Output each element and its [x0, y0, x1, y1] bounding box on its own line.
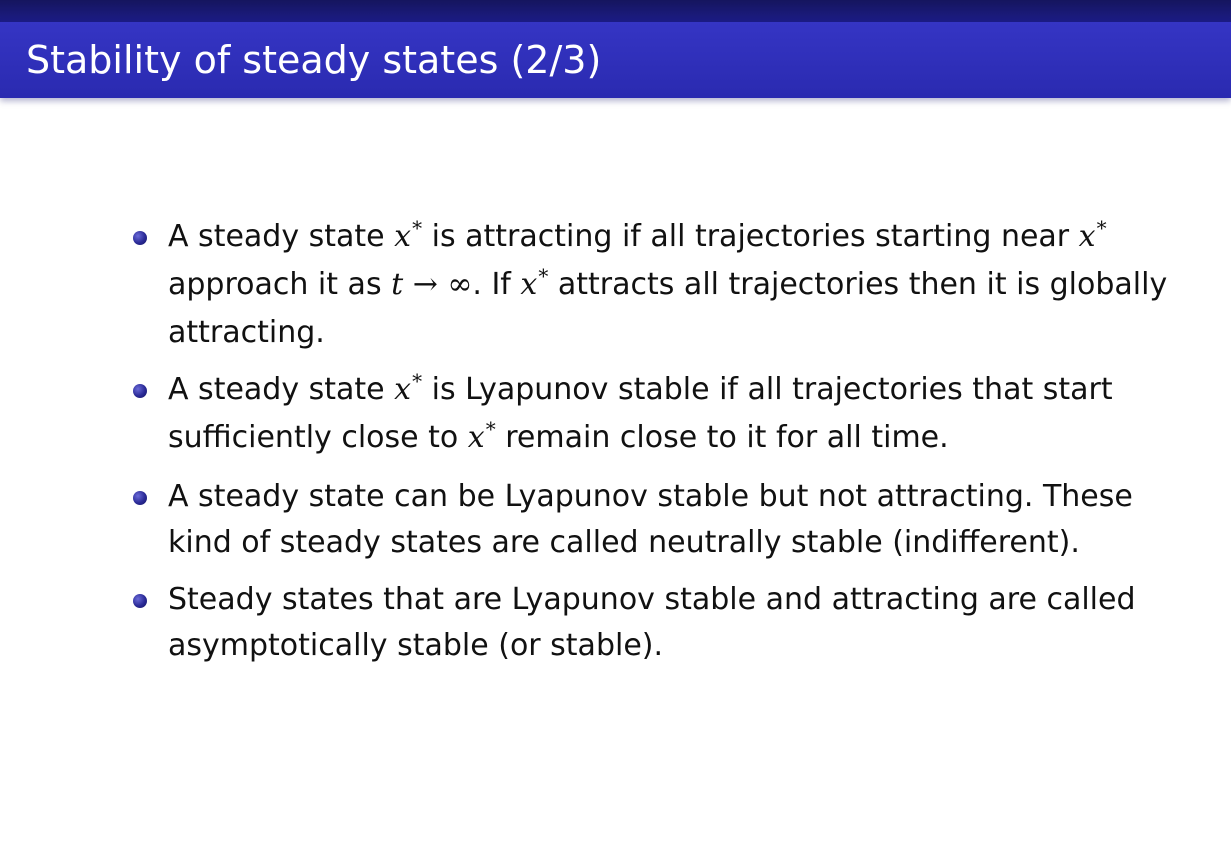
math-symbol: *	[1096, 216, 1107, 240]
bullet-dot-icon	[133, 594, 147, 608]
math-symbol: x	[1078, 219, 1096, 254]
math-symbol: x	[394, 372, 412, 407]
bullet-dot-icon	[133, 231, 147, 245]
math-symbol: x	[394, 219, 412, 254]
bullet-text-segment: remain close to it for all time.	[495, 420, 949, 455]
math-symbol: t	[391, 267, 404, 302]
bullet-text-segment: approach it as	[168, 267, 392, 302]
bullet-item	[130, 577, 1170, 669]
math-symbol: *	[412, 369, 423, 393]
bullet-text-segment: Steady states that are Lyapunov stable and attracting are called asymptotically stable (or stable).	[168, 582, 1136, 663]
bullet-text	[168, 582, 1136, 663]
bullet-item	[130, 367, 1170, 463]
bullet-text	[168, 216, 1168, 350]
bullet-text-segment: . If	[472, 267, 521, 302]
bullet-item	[130, 474, 1170, 566]
math-symbol: *	[412, 216, 423, 240]
math-symbol: x	[467, 420, 485, 455]
slide-body	[130, 214, 1170, 680]
bullet-dot-icon	[133, 491, 147, 505]
bullet-dot-icon	[133, 384, 147, 398]
bullet-text-segment: A steady state	[168, 219, 395, 254]
bullet-text	[168, 369, 1113, 455]
top-bar	[0, 0, 1231, 22]
bullet-text-segment: is Lyapunov stable if all trajectories that start sufficiently close to	[168, 372, 1113, 455]
bullet-text	[168, 479, 1133, 560]
math-symbol: → ∞	[403, 267, 473, 302]
bullet-text-segment: A steady state	[168, 372, 395, 407]
math-symbol: *	[538, 264, 549, 288]
math-symbol: *	[485, 417, 496, 441]
bullet-text-segment: A steady state can be Lyapunov stable but not attracting. These kind of steady states are called neutrally stable (indifferent).	[168, 479, 1133, 560]
math-symbol: x	[520, 267, 538, 302]
bullet-text-segment: is attracting if all trajectories starting near	[422, 219, 1079, 254]
bullet-item	[130, 214, 1170, 356]
title-bar	[0, 22, 1231, 98]
bullet-list	[130, 214, 1170, 669]
slide-title: Stability of steady states (2/3)	[26, 38, 602, 82]
bullet-text-segment: attracts all trajectories then it is globally attracting.	[168, 267, 1168, 350]
